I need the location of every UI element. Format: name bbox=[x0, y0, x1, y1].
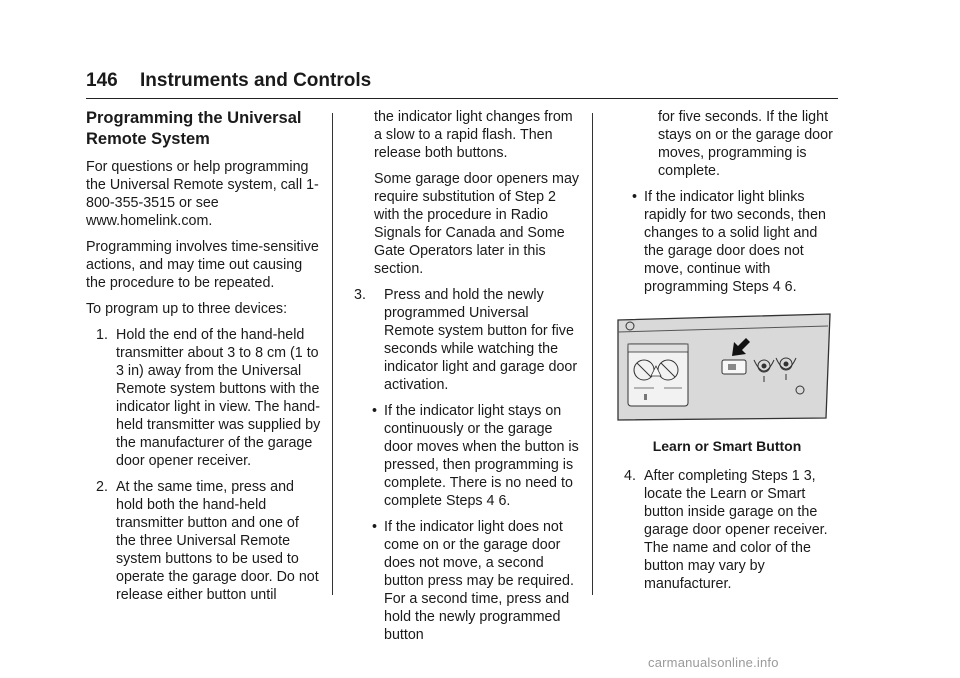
bullet-text: If the indicator light stays on continuously or the garage door moves when the button is pressed, then programming is complete. There is no need to complete Steps 4 6. bbox=[384, 403, 579, 509]
garage-opener-receiver-illustration bbox=[614, 306, 834, 426]
step-number: 2. bbox=[96, 479, 108, 495]
intro-paragraph: For questions or help programming the Universal Remote system, call 1-800-355-3515 or see www.homelink.com. bbox=[86, 159, 319, 229]
column-2 bbox=[354, 108, 580, 652]
step-4 bbox=[614, 467, 840, 593]
step-2-continued: the indicator light changes from a slow to a rapid flash. Then release both buttons. bbox=[374, 109, 573, 161]
step-3-bullet bbox=[614, 188, 840, 296]
watermark: carmanualsonline.info bbox=[648, 655, 779, 670]
step-3 bbox=[354, 286, 580, 394]
column-divider bbox=[592, 113, 593, 595]
step-2-note: Some garage door openers may require substitution of Step 2 with the procedure in Radio Signals for Canada and Some Gate Operators later in this section. bbox=[374, 171, 580, 277]
article-title: Programming the Universal Remote System bbox=[86, 109, 302, 148]
bullet-glyph: • bbox=[632, 189, 638, 205]
step-text: Hold the end of the hand-held transmitter about 3 to 8 cm (1 to 3 in) away from the Universal Remote system buttons with the indicator light in view. The hand-held transmitter was supplied by the manufacturer of the garage door opener receiver. bbox=[116, 327, 321, 469]
column-3 bbox=[614, 108, 840, 601]
learn-button-figure bbox=[614, 306, 840, 455]
bullet-glyph: • bbox=[372, 403, 378, 419]
step-text: Press and hold the newly programmed Universal Remote system button for five seconds while watching the indicator light and garage door activation. bbox=[384, 287, 578, 393]
column-1 bbox=[86, 108, 322, 612]
section-title: Instruments and Controls bbox=[140, 70, 372, 91]
page-number: 146 bbox=[86, 70, 118, 91]
step-3-bullet bbox=[354, 518, 580, 644]
lead-in: To program up to three devices: bbox=[86, 301, 288, 317]
figure-caption: Learn or Smart Button bbox=[652, 438, 802, 454]
column-divider bbox=[332, 113, 333, 595]
step-text: At the same time, press and hold both the hand-held transmitter button and one of the three Universal Remote system buttons to be used to operate the garage door. Do not release either button until bbox=[116, 479, 319, 603]
bullet-text: If the indicator light blinks rapidly for two seconds, then changes to a solid light and the garage door does not move, continue with programming Steps 4 6. bbox=[644, 189, 826, 295]
bullet-glyph: • bbox=[372, 519, 378, 535]
step-number: 3. bbox=[354, 287, 366, 303]
step-3-bullet bbox=[354, 402, 580, 510]
bullet-text: If the indicator light does not come on or the garage door does not move, a second button press may be required. For a second time, press and hold the newly programmed button bbox=[384, 519, 574, 643]
step-1 bbox=[86, 326, 322, 470]
step-2 bbox=[86, 478, 322, 604]
step-number: 1. bbox=[96, 327, 108, 343]
step-text: After completing Steps 1 3, locate the Learn or Smart button inside garage on the garage door opener receiver. The name and color of the button may vary by manufacturer. bbox=[644, 468, 828, 592]
note-paragraph: Programming involves time-sensitive actions, and may time out causing the procedure to be repeated. bbox=[86, 239, 319, 291]
page-header bbox=[86, 70, 838, 99]
bullet-continued: for five seconds. If the light stays on or the garage door moves, programming is complete. bbox=[658, 109, 833, 179]
step-number: 4. bbox=[624, 468, 636, 484]
